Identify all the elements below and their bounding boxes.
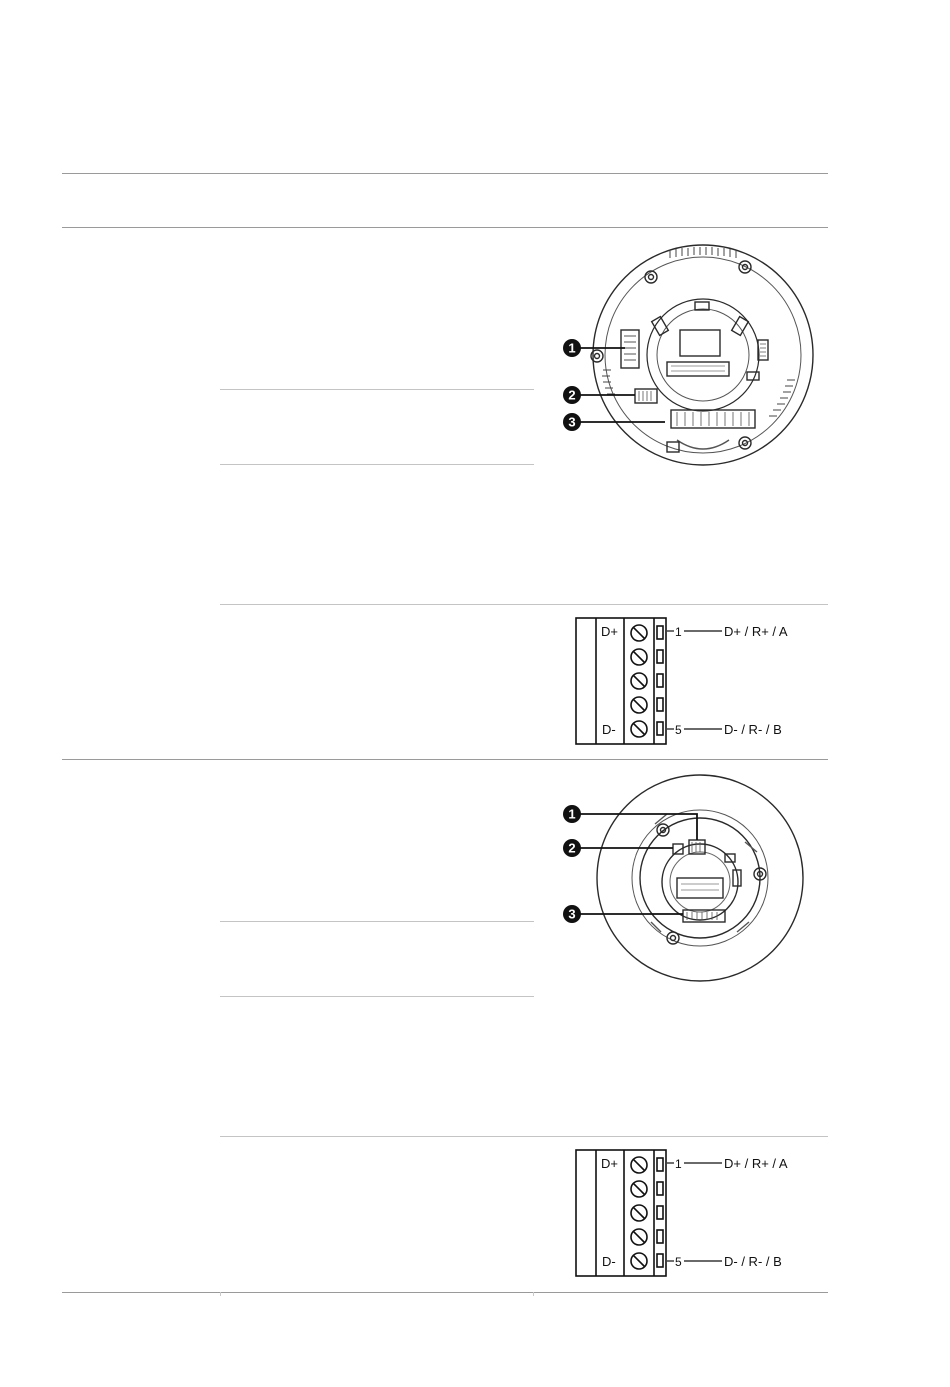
signal-label-first: D+ / R+ / A xyxy=(724,1156,788,1171)
header-rule-top xyxy=(62,173,828,174)
pin-number-first: 1 xyxy=(675,1157,682,1171)
terminal-label-dplus: D+ xyxy=(601,1156,618,1171)
screw-row xyxy=(631,625,647,737)
header-rule-bottom xyxy=(62,227,828,228)
svg-text:3: 3 xyxy=(568,906,576,922)
callout-1-icon xyxy=(563,339,581,357)
callout-2-icon xyxy=(563,386,581,404)
terminal-diagram-top xyxy=(570,612,820,748)
column-tick-1 xyxy=(220,1292,221,1296)
signal-label-last: D- / R- / B xyxy=(724,1254,782,1269)
pin-number-first: 1 xyxy=(675,625,682,639)
row-rule-1a xyxy=(220,389,534,390)
row-rule-2a xyxy=(220,921,534,922)
svg-text:1: 1 xyxy=(568,806,576,822)
svg-text:1: 1 xyxy=(568,340,576,356)
svg-text:2: 2 xyxy=(568,387,576,403)
callout-1-icon xyxy=(563,805,581,823)
row-rule-1c xyxy=(220,604,828,605)
section-divider xyxy=(62,759,828,760)
svg-text:3: 3 xyxy=(568,414,576,430)
row-rule-1b xyxy=(220,464,534,465)
callout-3-icon xyxy=(563,905,581,923)
terminal-label-dminus: D- xyxy=(602,722,616,737)
screw-row xyxy=(631,1157,647,1269)
callout-3-icon xyxy=(563,413,581,431)
table-bottom-rule xyxy=(62,1292,828,1293)
board-diagram-top xyxy=(555,240,815,472)
terminal-label-dminus: D- xyxy=(602,1254,616,1269)
row-rule-2b xyxy=(220,996,534,997)
board-diagram-bottom xyxy=(555,772,805,984)
column-tick-2 xyxy=(533,1292,534,1296)
pin-number-last: 5 xyxy=(675,723,682,737)
pin-number-last: 5 xyxy=(675,1255,682,1269)
terminal-label-dplus: D+ xyxy=(601,624,618,639)
svg-text:2: 2 xyxy=(568,840,576,856)
signal-label-last: D- / R- / B xyxy=(724,722,782,737)
callout-2-icon xyxy=(563,839,581,857)
row-rule-2c xyxy=(220,1136,828,1137)
signal-label-first: D+ / R+ / A xyxy=(724,624,788,639)
terminal-diagram-bottom xyxy=(570,1144,820,1280)
